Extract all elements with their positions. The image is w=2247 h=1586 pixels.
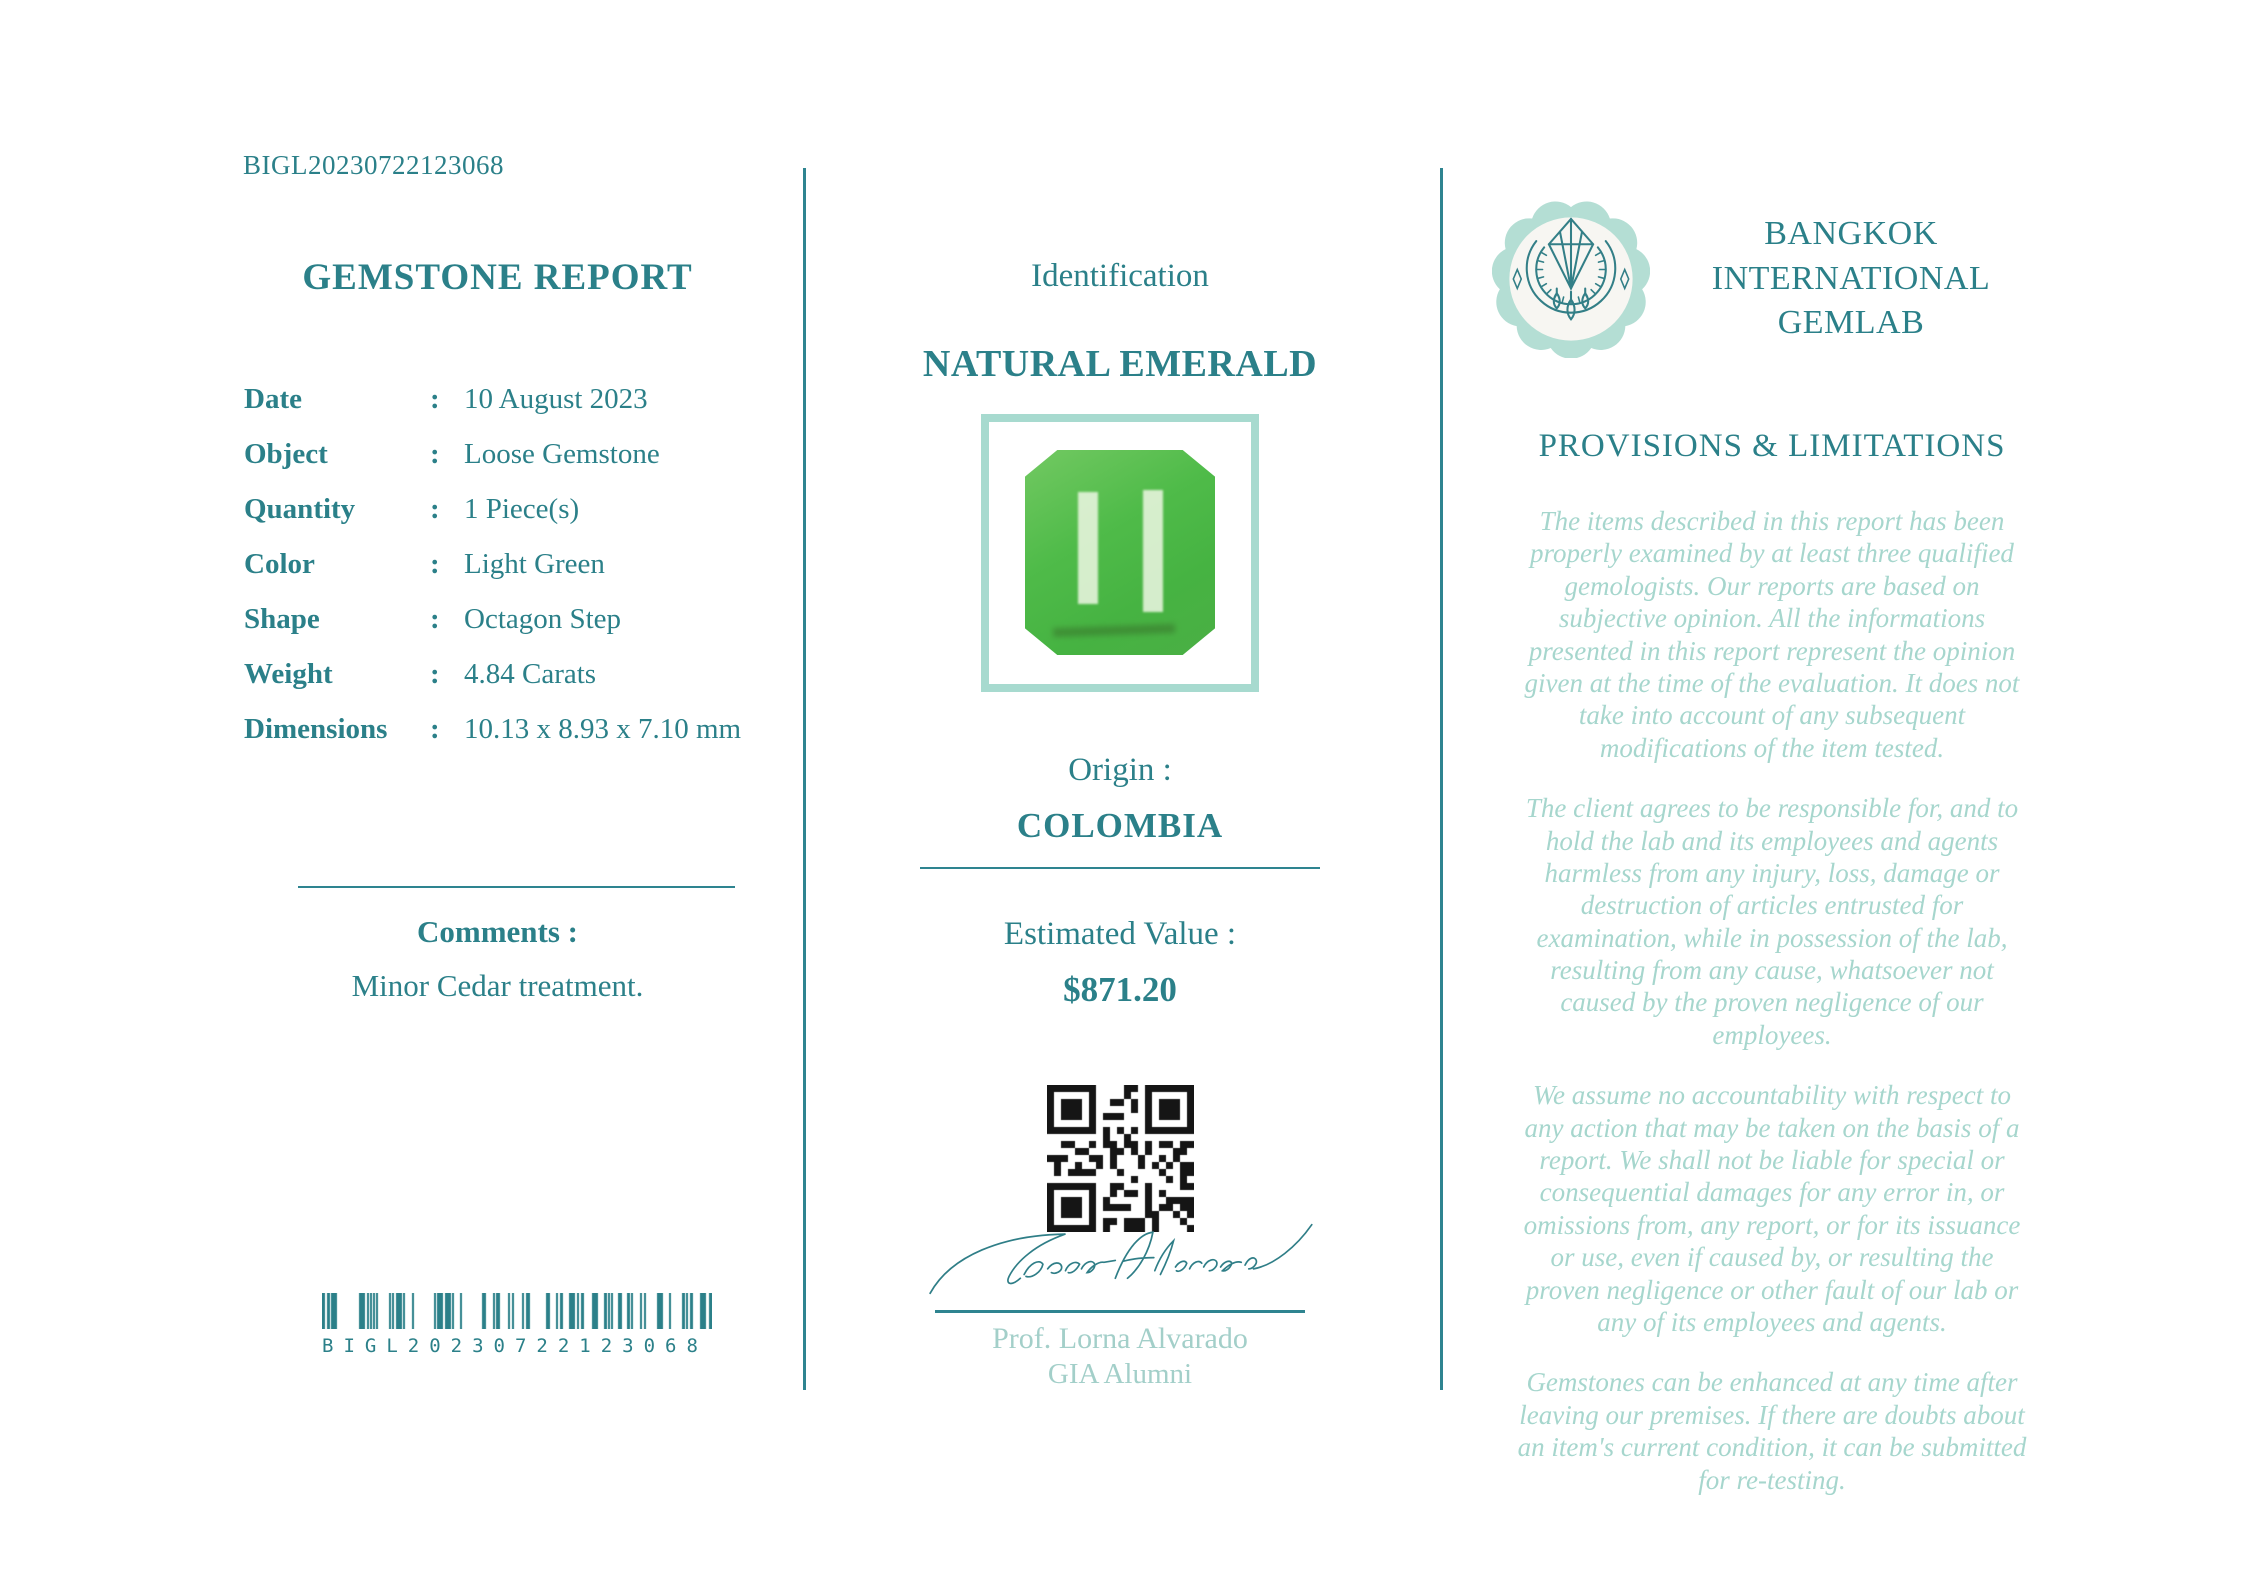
gem-shine <box>1078 492 1098 604</box>
lab-column <box>1492 0 2052 1586</box>
field-row-color <box>244 537 759 592</box>
provision-paragraph: Gemstones can be enhanced at any time after leaving our premises. If there are doubts about an item's current condition, it can be submitted for re-testing. <box>1517 1367 2027 1495</box>
gem-inclusion <box>1053 624 1175 637</box>
lab-name-line: BANGKOK <box>1764 214 1938 252</box>
field-colon: : <box>430 493 440 525</box>
origin-value: COLOMBIA <box>1016 806 1224 845</box>
comments-label: Comments : <box>417 914 578 949</box>
lab-seal-logo <box>1492 200 1650 358</box>
gemstone-photo-frame <box>981 414 1259 692</box>
provision-paragraph: The client agrees to be responsible for, and to hold the lab and its employees and agents harmless from any injury, loss, damage or destruction of articles entrusted for examination, while in possession of the lab, resulting from any cause, whatsoever not caused by the proven negligence of our employees. <box>1525 793 2019 1050</box>
identification-result: NATURAL EMERALD <box>922 343 1318 385</box>
identification-heading: Identification <box>1031 258 1209 294</box>
field-value: Octagon Step <box>464 603 622 635</box>
field-value: Loose Gemstone <box>464 438 660 470</box>
signatory-title: GIA Alumni <box>1047 1358 1193 1390</box>
field-value: 10 August 2023 <box>464 383 648 415</box>
signature-line <box>935 1310 1305 1313</box>
barcode-text: BIGL20230722123068 <box>322 1335 708 1357</box>
field-row-object <box>244 427 759 482</box>
origin-label: Origin : <box>1068 752 1172 788</box>
comments-text: Minor Cedar treatment. <box>351 968 644 1003</box>
field-label: Color <box>244 548 315 580</box>
barcode <box>322 1293 722 1357</box>
estimated-value-label: Estimated Value : <box>1003 916 1237 952</box>
field-row-weight <box>244 647 759 702</box>
field-value: 4.84 Carats <box>464 658 597 690</box>
field-label: Object <box>244 438 328 470</box>
gemstone-photo <box>1025 450 1215 655</box>
lab-name-line: INTERNATIONAL <box>1711 259 1991 297</box>
field-colon: : <box>430 603 440 635</box>
field-colon: : <box>430 548 440 580</box>
field-row-quantity <box>244 482 759 537</box>
field-row-shape <box>244 592 759 647</box>
origin-divider <box>920 867 1320 869</box>
field-label: Shape <box>244 603 320 635</box>
field-value: 10.13 x 8.93 x 7.10 mm <box>464 713 742 745</box>
field-value: 1 Piece(s) <box>464 493 580 525</box>
report-number: BIGL20230722123068 <box>243 150 504 180</box>
field-colon: : <box>430 383 440 415</box>
gem-shine <box>1143 490 1163 612</box>
barcode-image <box>322 1293 712 1329</box>
lab-name-line: GEMLAB <box>1777 304 1925 342</box>
provisions-title: PROVISIONS & LIMITATIONS <box>1538 428 2006 464</box>
signatory-name: Prof. Lorna Alvarado <box>992 1322 1248 1355</box>
column-divider-left <box>803 168 806 1390</box>
field-value: Light Green <box>464 548 605 580</box>
field-colon: : <box>430 713 440 745</box>
field-row-date <box>244 372 759 427</box>
column-divider-right <box>1440 168 1443 1390</box>
report-title: GEMSTONE REPORT <box>302 257 693 298</box>
field-label: Date <box>244 383 302 415</box>
report-column <box>240 0 755 1586</box>
identification-column <box>880 0 1360 1586</box>
field-colon: : <box>430 438 440 470</box>
lab-name <box>1650 212 2052 347</box>
provisions-paragraphs <box>1512 505 2032 1524</box>
provision-paragraph: The items described in this report has been properly examined by at least three qualified gemologists. Our reports are based on subjective opinion. All the informations presented in this report represent the opinion given at the time of the evaluation. It does not take into account of any subsequent modifications of the item tested. <box>1524 506 2020 763</box>
lab-header <box>1492 200 2052 358</box>
signature-image <box>908 1220 1332 1314</box>
qr-code-image <box>1047 1085 1194 1232</box>
report-fields-table <box>244 372 759 757</box>
field-label: Weight <box>244 658 333 690</box>
estimated-value-amount: $871.20 <box>1063 970 1177 1009</box>
provision-paragraph: We assume no accountability with respect to any action that may be taken on the basis of a report. We shall not be liable for special or consequential damages for any error in, or omissions from, any report, or for its issuance or use, even if caused by, or resulting the proven negligence or other fault of our lab or any of its employees and agents. <box>1523 1080 2021 1337</box>
field-label: Dimensions <box>244 713 388 745</box>
field-row-dimensions <box>244 702 759 757</box>
field-colon: : <box>430 658 440 690</box>
comments-divider <box>298 886 735 888</box>
field-label: Quantity <box>244 493 356 525</box>
